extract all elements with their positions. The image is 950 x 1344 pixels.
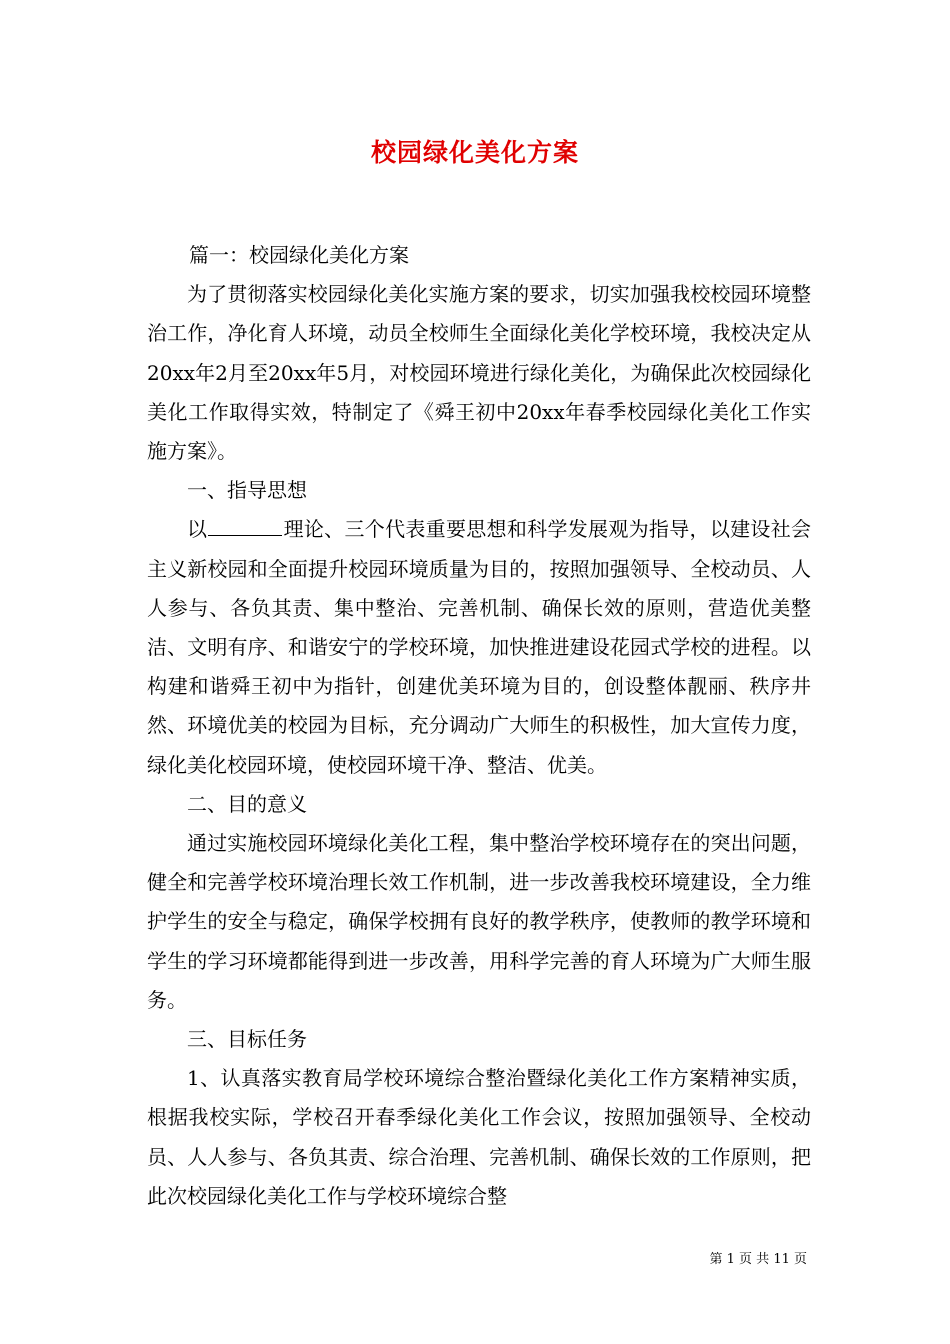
heading-guiding-ideology: 一、指导思想 (187, 478, 307, 503)
page-number: 第 1 页 共 11 页 (709, 1252, 807, 1267)
paragraph-goals: 1、认真落实教育局学校环境综合整治暨绿化美化工作方案精神实质，根据我校实际，学校召开春季绿化美化工作会议，按照加强领导、全校动员、人人参与、各负其责、综合治理、完善机制、确保长效的工作原则，把此次校园绿化美化工作与学校环境综合整 (147, 1066, 811, 1208)
section-heading: 篇一：校园绿化美化方案 (189, 243, 409, 267)
paragraph-purpose: 通过实施校园环境绿化美化工程，集中整治学校环境存在的突出问题，健全和完善学校环境治理长效工作机制，进一步改善我校环境建设，全力维护学生的安全与稳定，确保学校拥有良好的教学秩序，使教师的教学环境和学生的学习环境都能得到进一步改善，用科学完善的育人环境为广大师生服务。 (147, 831, 811, 1012)
heading-purpose: 二、目的意义 (187, 791, 307, 816)
document-title: 校园绿化美化方案 (370, 138, 579, 167)
intro-paragraph: 为了贯彻落实校园绿化美化实施方案的要求，切实加强我校校园环境整治工作，净化育人环境，动员全校师生全面绿化美化学校环境，我校决定从20xx年2月至20xx年5月，对校园环境进行绿化美化，为确保此次校园绿化美化工作取得实效，特制定了《舜王初中20xx年春季校园绿化美化工作实施方案》。 (147, 282, 811, 464)
paragraph-guiding-ideology (147, 510, 811, 784)
blank-underline (208, 517, 282, 536)
paragraph-rest: 理论、三个代表重要思想和科学发展观为指导，以建设社会主义新校园和全面提升校园环境质量为目的，按照加强领导、全校动员、人人参与、各负其责、集中整治、完善机制、确保长效的原则，营造优美整洁、文明有序、和谐安宁的学校环境，加快推进建设花园式学校的进程。以构建和谐舜王初中为指针，创建优美环境为目的，创设整体靓丽、秩序井然、环境优美的校园为目标，充分调动广大师生的积极性，加大宣传力度，绿化美化校园环境，使校园环境干净、整洁、优美。 (147, 517, 812, 777)
heading-goals: 三、目标任务 (187, 1027, 307, 1052)
paragraph-prefix: 以 (187, 517, 208, 542)
document-body (147, 236, 811, 1216)
